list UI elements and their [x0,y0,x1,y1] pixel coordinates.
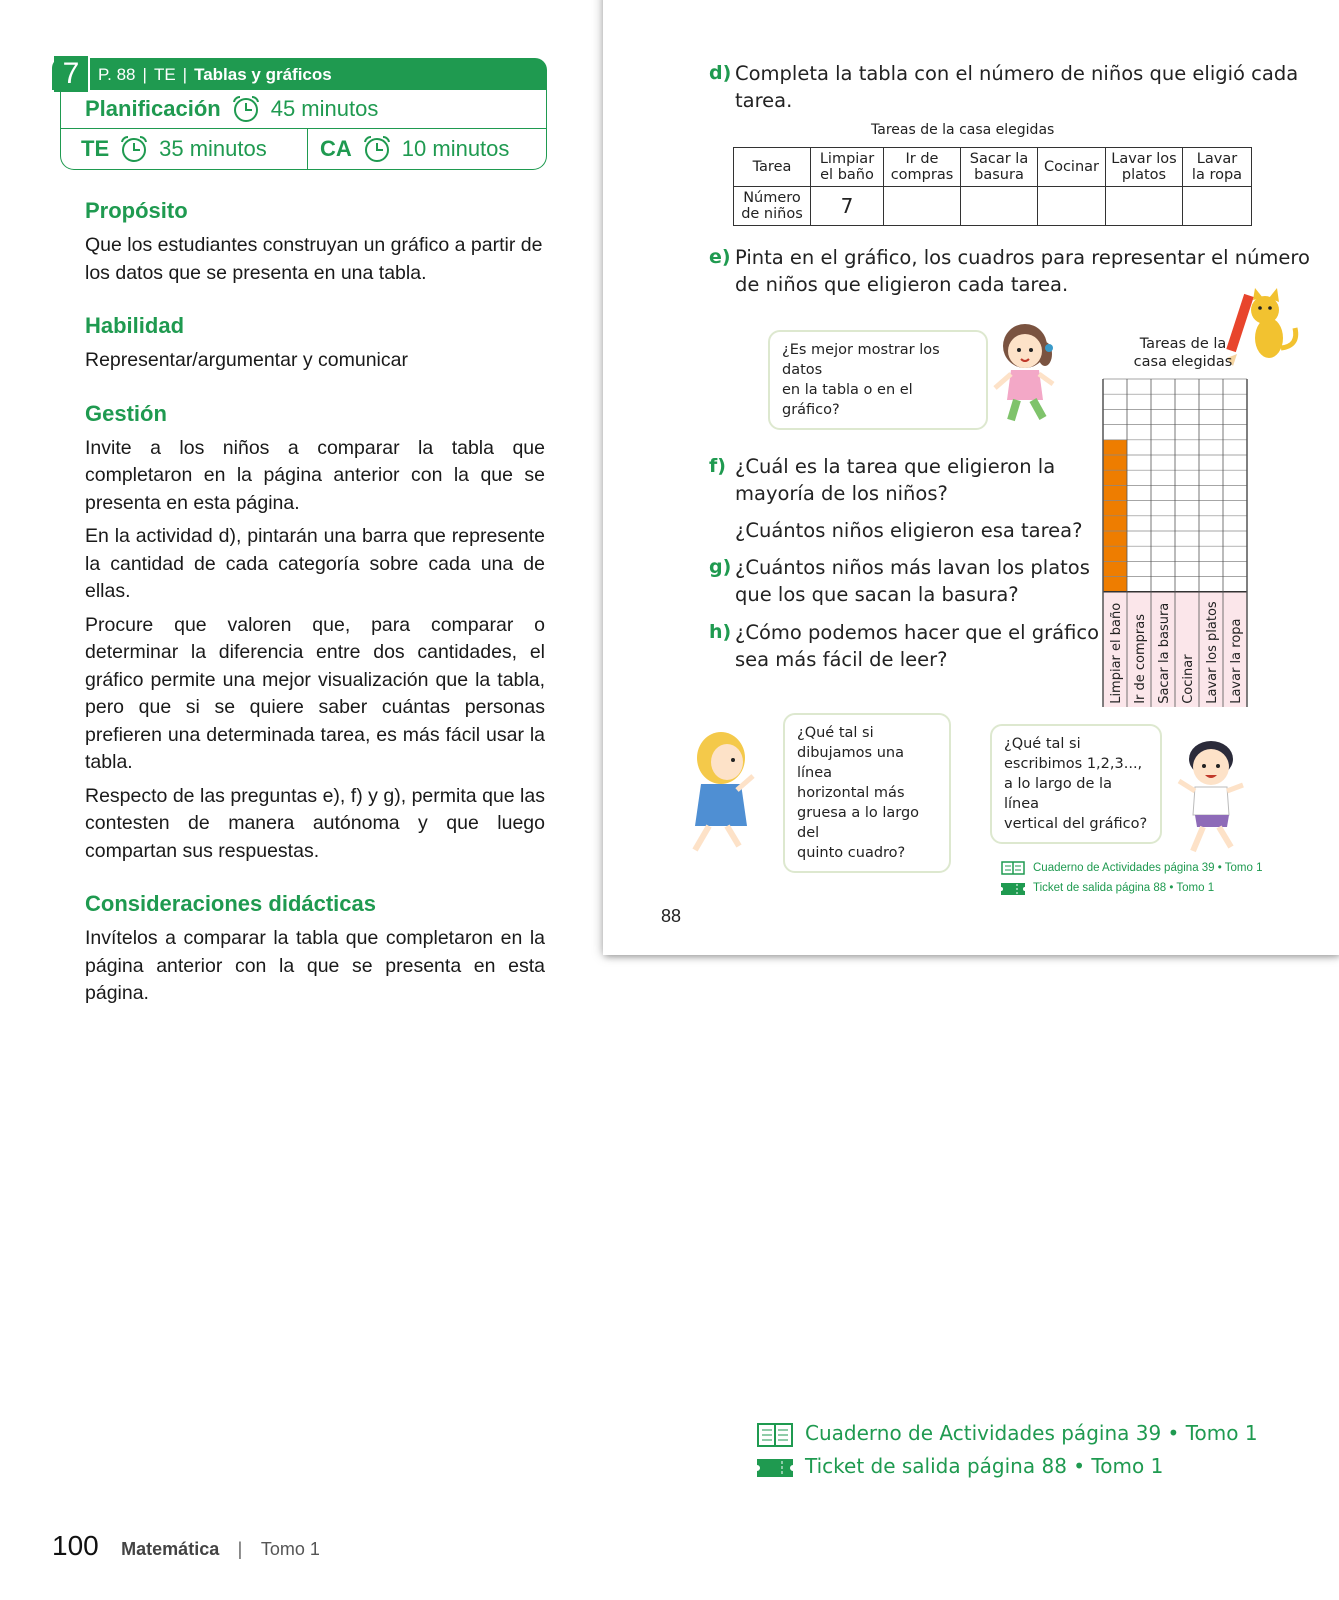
ticket-icon [1001,883,1025,895]
planning-box [60,90,547,170]
cuaderno-reference: Cuaderno de Actividades página 39 • Tomo 1 [805,1421,1258,1445]
blonde-girl-illustration [683,728,763,858]
bubble-line: quinto cuadro? [797,845,906,861]
table-cell[interactable] [961,187,1038,226]
gestion-paragraph: Respecto de las preguntas e), f) y g), permita que las contesten de manera autónoma y que luego compartan sus respuestas. [85,784,545,862]
question-f-line: ¿Cuál es la tarea que eligieron la [735,455,1056,478]
bar-chart [1101,377,1251,707]
table-header-cell: Lavar la ropa [1183,148,1252,187]
bubble-line: gruesa a lo largo del [797,805,920,841]
question-h-line: sea más fácil de leer? [735,648,948,671]
speech-bubble [990,724,1162,844]
ticket-icon [757,1459,793,1477]
girl-illustration [985,318,1073,428]
question-g-label: g) [709,556,732,578]
footer-divider: | [237,1539,243,1559]
question-h-line: ¿Cómo podemos hacer que el gráfico [735,621,1100,644]
ticket-reference: Ticket de salida página 88 • Tomo 1 [1033,882,1215,894]
ca-minutes: 10 minutos [401,136,510,161]
table-cell[interactable] [1183,187,1252,226]
question-f-label: f) [709,455,726,477]
cuaderno-reference: Cuaderno de Actividades página 39 • Tomo 1 [1033,862,1263,874]
table-header-cell: Lavar los platos [1106,148,1183,187]
habilidad-text: Representar/argumentar y comunicar [85,349,408,371]
table-header-cell: Ir de compras [884,148,961,187]
page-footer [52,1530,320,1562]
question-h-label: h) [709,621,732,643]
planning-label: Planificación [85,96,221,121]
question-h-text [735,619,1099,673]
table-header-cell: Tarea [734,148,811,187]
bubble-line: horizontal más [797,785,905,801]
question-g-line: ¿Cuántos niños más lavan los platos [735,556,1090,579]
book-icon [1001,861,1025,875]
consideraciones-heading: Consideraciones didácticas [85,891,376,916]
bubble-line: ¿Qué tal si [797,725,874,741]
ca-cell [307,129,546,169]
boy-illustration [1171,735,1251,857]
chart-category-label: Limpiar el baño [1109,602,1124,704]
chart-category-label: Lavar los platos [1205,601,1220,704]
question-e-line: de niños que eligieron cada tarea. [735,273,1069,296]
te-minutes: 35 minutos [159,136,267,161]
table-header-cell: Cocinar [1038,148,1106,187]
planning-split-row [61,129,546,169]
question-g-line: que los que sacan la basura? [735,583,1019,606]
bubble-line: escribimos 1,2,3..., [1004,756,1143,772]
gestion-paragraph: Invite a los niños a comparar la tabla que completaron en la página anterior con la que se presenta en esta página. [85,436,545,514]
lesson-type: TE [153,65,176,84]
alarm-clock-icon [119,134,149,164]
te-label: TE [81,136,110,161]
question-d-line: Completa la tabla con el número de niños que eligió cada [735,62,1299,85]
bubble-line: ¿Es mejor mostrar los datos [782,342,940,378]
chart-category-label: Cocinar [1181,654,1196,704]
table-caption: Tareas de la casa elegidas [871,122,1055,138]
question-d-line: tarea. [735,89,793,112]
question-f-text [735,453,1082,544]
alarm-clock-icon [362,134,392,164]
book-icon [757,1423,793,1447]
page-number: 100 [52,1530,99,1561]
subject-name: Matemática [121,1539,220,1559]
table-cell[interactable] [1106,187,1183,226]
student-book-page [603,0,1339,955]
planning-total-row [61,90,546,129]
question-e-line: Pinta en el gráfico, los cuadros para representar el número [735,246,1310,269]
tasks-table [733,147,1252,226]
question-f-line: mayoría de los niños? [735,482,948,505]
gestion-paragraph: En la actividad d), pintarán una barra que represente la cantidad de cada categoría sobre cada una de ellas. [85,525,545,602]
table-row [734,148,1252,187]
table-cell[interactable] [1038,187,1106,226]
bubble-line: dibujamos una línea [797,745,904,781]
question-d-text [735,60,1298,114]
unit-number: 7 [54,56,90,92]
consideraciones-text: Invítelos a comparar la tabla que completaron en la página anterior con la que se presenta en esta página. [85,927,545,1004]
habilidad-heading: Habilidad [85,313,185,338]
table-cell[interactable]: 7 [811,187,884,226]
page-ref: P. 88 [98,65,136,84]
question-e-text [735,244,1310,298]
gestion-heading: Gestión [85,400,167,426]
bubble-line: a lo largo de la línea [1004,776,1112,812]
book-page-number: 88 [661,906,682,926]
proposito-text: Que los estudiantes construyan un gráfico a partir de los datos que se presenta en una tabla. [85,234,543,284]
table-header-cell: Sacar la basura [961,148,1038,187]
question-d-label: d) [709,62,732,84]
bubble-line: vertical del gráfico? [1004,816,1148,832]
table-row-header: Número de niños [734,187,811,226]
speech-bubble [783,713,951,873]
lesson-title: Tablas y gráficos [194,65,332,84]
alarm-clock-icon [231,94,261,124]
bubble-line: en la tabla o en el gráfico? [782,382,913,418]
chart-title: Tareas de la casa elegidas [1133,336,1233,370]
proposito-heading: Propósito [85,198,188,223]
chart-category-label: Sacar la basura [1157,602,1172,704]
bubble-line: ¿Qué tal si [1004,736,1081,752]
question-f-line: ¿Cuántos niños eligieron esa tarea? [735,519,1083,542]
table-header-cell: Limpiar el baño [811,148,884,187]
chart-category-label: Lavar la ropa [1229,618,1244,704]
gestion-paragraph: Procure que valoren que, para comparar o determinar la diferencia entre dos cantidades, el gráfico permite una mejor visualización que la tabla, pero que si se quiere saber cuántas personas prefieren una determinada tarea, es más fácil usar la tabla. [85,613,545,773]
lesson-header [52,58,547,90]
chart-category-label: Ir de compras [1133,614,1148,704]
volume-label: Tomo 1 [260,1539,320,1559]
ticket-reference: Ticket de salida página 88 • Tomo 1 [805,1454,1164,1478]
table-row [734,187,1252,226]
table-cell[interactable] [884,187,961,226]
lesson-header-text: P. 88 | TE | Tablas y gráficos [98,65,332,84]
speech-bubble [768,330,988,430]
question-e-label: e) [709,246,731,268]
planning-total: 45 minutos [270,96,379,121]
ca-label: CA [320,136,352,161]
te-cell [61,129,307,169]
teacher-guide [52,58,547,1014]
question-g-text [735,554,1090,608]
